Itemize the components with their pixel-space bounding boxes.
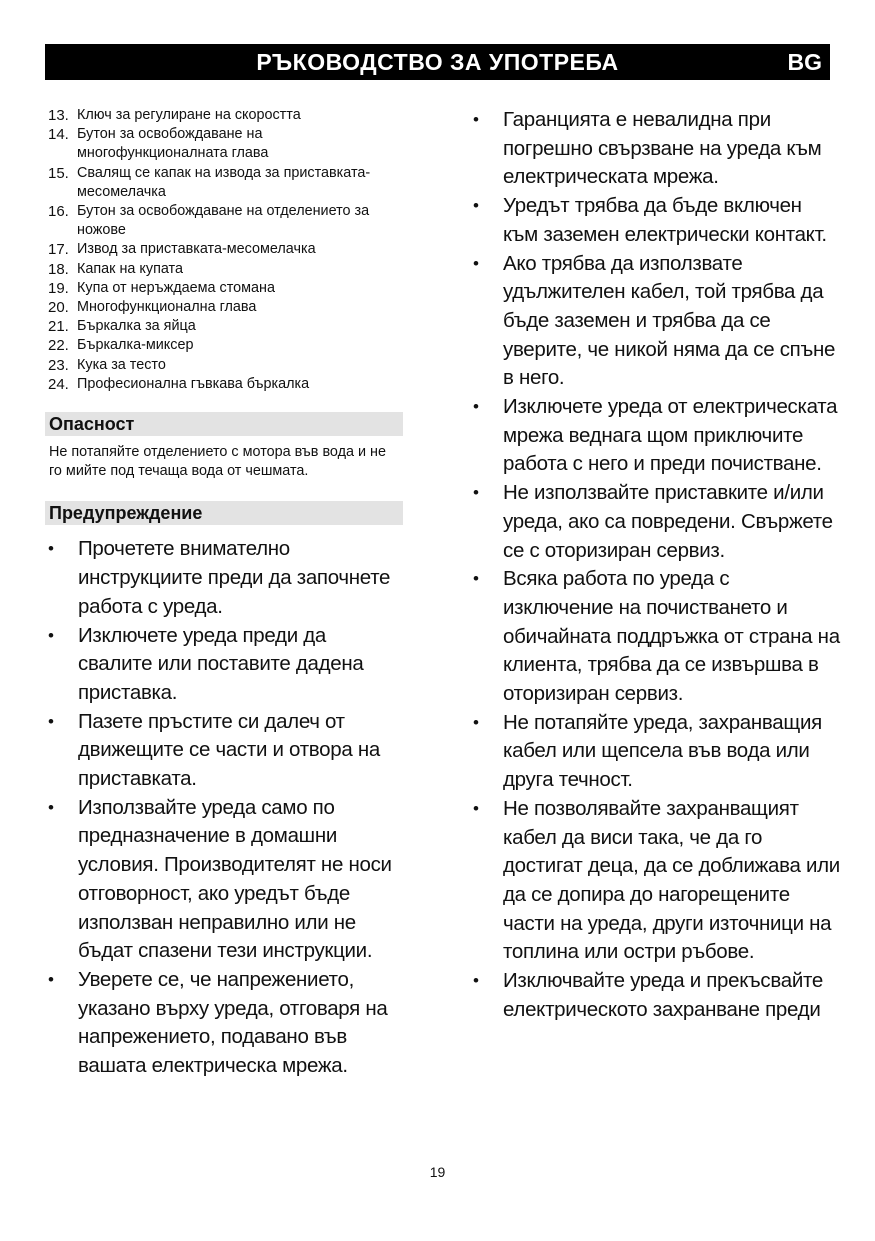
part-number: 19.	[48, 279, 69, 297]
warning-item	[470, 967, 840, 1024]
warning-item	[470, 250, 840, 394]
bullet-icon: •	[48, 970, 54, 989]
part-number: 24.	[48, 375, 69, 393]
part-label: Ключ за регулиране на скоростта	[77, 107, 301, 123]
warning-item	[470, 192, 840, 249]
part-label: Купа от неръждаема стомана	[77, 279, 275, 296]
bullet-icon: •	[473, 569, 479, 589]
bullet-icon: •	[48, 539, 54, 559]
warning-heading: Предупреждение	[45, 501, 403, 525]
bullet-icon: •	[473, 712, 479, 732]
warning-item-text: Всяка работа по уреда с изключение на почистването и обичайната поддръжка от страна на клиента, трябва да се извършва в оторизиран сервиз.	[503, 567, 840, 706]
part-label: Бъркалка-миксер	[77, 337, 194, 354]
language-code: BG	[787, 49, 822, 75]
warning-item	[470, 709, 840, 795]
warning-item	[470, 795, 840, 967]
warning-item-text: Изключете уреда от електрическата мрежа веднага щом приключите работа с него и преди почистване.	[503, 395, 838, 476]
bullet-icon: •	[473, 196, 479, 216]
part-number: 18.	[48, 260, 69, 278]
part-number: 15.	[48, 164, 69, 182]
part-label: Многофункционална глава	[77, 299, 257, 316]
part-label: Професионална гъвкава бъркалка	[77, 375, 310, 392]
part-label: Свалящ се капак на извода за приставката-месомелачка	[77, 164, 371, 200]
warning-item-text: Пазете пръстите си далеч от движещите се части и отвора на приставката.	[78, 709, 380, 791]
part-number: 17.	[48, 241, 69, 259]
warning-item-text: Изключвайте уреда и прекъсвайте електрическото захранване преди	[503, 969, 823, 1021]
parts-list-item	[45, 336, 405, 355]
page-header	[45, 44, 830, 80]
part-label: Бутон за освобождаване на многофункционалната глава	[77, 126, 269, 162]
danger-heading: Опасност	[45, 412, 403, 436]
part-number: 21.	[48, 318, 69, 336]
part-label: Бутон за освобождаване на отделението за ножове	[77, 203, 370, 239]
part-number: 14.	[48, 126, 69, 144]
parts-list-item	[45, 279, 405, 298]
parts-list-item	[45, 356, 405, 375]
part-label: Капак на купата	[77, 260, 183, 277]
bullet-icon: •	[473, 483, 479, 503]
parts-list-item	[45, 375, 405, 394]
bullet-icon: •	[48, 797, 54, 817]
page-number: 19	[429, 1164, 446, 1180]
parts-list-item	[45, 202, 405, 240]
parts-list-item	[45, 125, 405, 163]
part-number: 23.	[48, 356, 69, 374]
warning-item	[45, 708, 405, 794]
warning-list-left	[45, 535, 405, 1080]
warning-item	[45, 535, 405, 621]
bullet-icon: •	[473, 397, 479, 417]
manual-title: РЪКОВОДСТВО ЗА УПОТРЕБА	[256, 49, 619, 75]
warning-item-text: Не потапяйте уреда, захранващия кабел или щепсела във вода или друга течност.	[503, 710, 822, 792]
warning-list-right	[470, 106, 840, 1025]
warning-item-text: Не позволявайте захранващият кабел да виси така, че да го достигат деца, да се доближава или да се допира до нагорещените части на уреда, други източници на топлина или остри ръбове.	[503, 796, 840, 964]
part-number: 20.	[48, 299, 69, 317]
warning-item	[470, 565, 840, 709]
warning-item-text: Изключете уреда преди да свалите или поставите дадена приставка.	[78, 623, 364, 704]
part-label: Извод за приставката-месомелачка	[77, 241, 316, 258]
parts-list-item	[45, 240, 405, 259]
parts-list	[45, 106, 405, 394]
bullet-icon: •	[473, 110, 479, 129]
bullet-icon: •	[473, 971, 479, 991]
parts-list-item	[45, 317, 405, 336]
warning-item-text: Ако трябва да използвате удължителен кабел, той трябва да бъде заземен и трябва да се уверите, че никой няма да се спъне в него.	[503, 251, 836, 390]
bullet-icon: •	[48, 711, 54, 731]
warning-item-text: Използвайте уреда само по предназначение в домашни условия. Производителят не носи отговорност, ако уредът бъде използван неправилно или не бъдат спазени тези инструкции.	[78, 795, 392, 963]
parts-list-item	[45, 106, 405, 125]
danger-text: Не потапяйте отделението с мотора във вода и не го мийте под течаща вода от чешмата.	[49, 444, 386, 480]
warning-item-text: Прочетете внимателно инструкциите преди да започнете работа с уреда.	[78, 537, 391, 618]
right-column	[470, 106, 840, 1025]
bullet-icon: •	[48, 625, 54, 645]
bullet-icon: •	[473, 798, 479, 818]
warning-item	[45, 966, 405, 1081]
warning-item	[45, 622, 405, 708]
bullet-icon: •	[473, 253, 479, 273]
warning-item-text: Уверете се, че напрежението, указано върху уреда, отговаря на напрежението, подавано във вашата електрическа мрежа.	[78, 968, 388, 1078]
part-number: 16.	[48, 203, 69, 221]
parts-list-item	[45, 164, 405, 202]
warning-item-text: Не използвайте приставките и/или уреда, ако са повредени. Свържете се с оторизиран сервиз.	[503, 481, 833, 562]
warning-item	[470, 106, 840, 192]
part-number: 22.	[48, 337, 69, 355]
warning-item	[45, 794, 405, 966]
left-column	[45, 106, 405, 1081]
warning-item	[470, 479, 840, 565]
parts-list-item	[45, 298, 405, 317]
part-number: 13.	[48, 107, 69, 124]
part-label: Бъркалка за яйца	[77, 318, 196, 335]
warning-item-text: Гаранцията е невалидна при погрешно свързване на уреда към електрическата мрежа.	[503, 108, 822, 189]
part-label: Кука за тесто	[77, 356, 166, 373]
parts-list-item	[45, 260, 405, 279]
warning-item-text: Уредът трябва да бъде включен към заземен електрически контакт.	[503, 194, 827, 246]
warning-item	[470, 393, 840, 479]
